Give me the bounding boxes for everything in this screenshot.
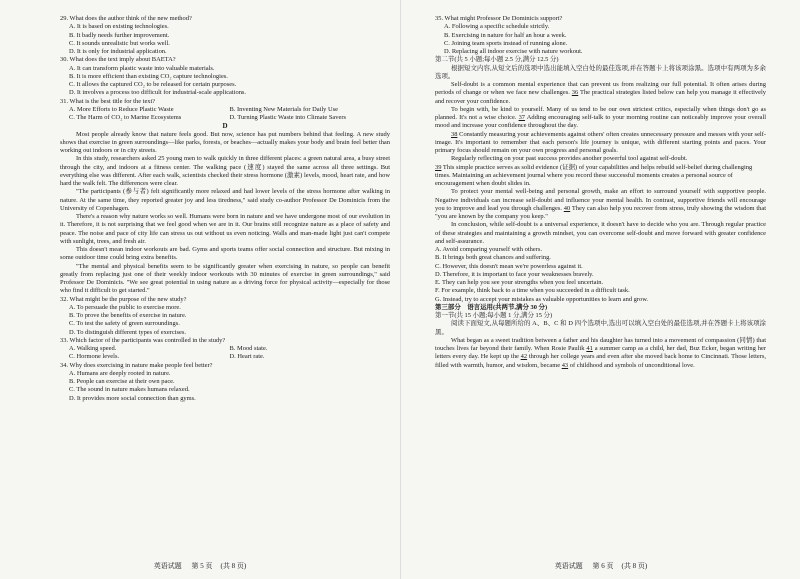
q32-option-b: B. To prove the benefits of exercise in nature. [69, 312, 187, 319]
q31-option-a: A. More Efforts to Reduce Plastic Waste [69, 105, 174, 113]
footer-page-total: (共 8 页) [220, 562, 247, 570]
q34-option-a: A. Humans are deeply rooted in nature. [69, 369, 171, 377]
q32-option-a: A. To persuade the public to exercise more. [69, 303, 181, 311]
q33-option-d: D. Heart rate. [229, 353, 265, 361]
q35-option-d: D. Replacing all indoor exercise with nature workout. [444, 48, 583, 55]
seven-choice-paragraph-1: Self-doubt is a common mental experience that can prevent us from realizing our full potential. It often arises during periods of change or when we face new challenges. 36 The practical strategies listed below can help you manage it effectively and recover your confidence. [435, 81, 766, 105]
choice-b: B. It brings both great chances and suffering. [435, 254, 551, 262]
choice-f: F. For example, think back to a time when you succeeded in a difficult task. [435, 287, 630, 295]
question-34: 34. Why does exercising in nature make people feel better? [60, 361, 213, 369]
question-29: 29. What does the author think of the new method? [60, 15, 192, 22]
exam-page-6 [400, 0, 800, 579]
seven-choice-paragraph-2: To begin with, be kind to yourself. Many of us tend to be our own strictest critics, especially when things don't go as planned. It's not a wise choice. 37 Adding encouraging self-talk to your morning routine can noticeably improve your overall mood and increase your confidence throughout the day. [435, 105, 766, 130]
q34-option-b: B. People can exercise at their own pace. [69, 378, 175, 385]
seven-choice-paragraph-6: In conclusion, while self-doubt is a universal experience, it doesn't have to decide who you are. Through regular practice of these strategies and maintaining a growth mindset, you can overcome self-doubt and move forward with greater confidence and self-assurance. [435, 221, 766, 245]
section-d-heading: D [222, 122, 228, 131]
q29-option-d: D. It is only for industrial application. [69, 48, 167, 55]
q29-option-a: A. It is based on existing technologies. [69, 23, 169, 31]
q35-option-b: B. Exercising in nature for half an hour a week. [444, 31, 567, 39]
q31-option-c: C. The Harm of CO₂ to Marine Ecosystems [69, 114, 182, 121]
footer-subject: 英语试题 [153, 562, 182, 570]
question-30: 30. What does the text imply about BAETA? [60, 56, 176, 64]
part-3-title: 第三部分 语言运用(共两节,满分 30 分) [435, 303, 548, 311]
seven-choice-paragraph-4: Regularly reflecting on your past success provides another powerful tool against self-doubt. [451, 155, 688, 163]
cloze-paragraph-1: What began as a sweet tradition between a father and his daughter has turned into a movement of compassion (同情) that touches lives far beyond their family. When Rosie Paulik 41 a summer camp as a child, her dad, Buz Ecker, began writing her letters every day. He kept up the 42 through her college years and even after she moved back home to Cincinnati. Those letters, filled with warmth, humor, and wisdom, became 43 of childhood and symbols of unconditional love. [435, 336, 766, 369]
q30-option-a: A. It can transform plastic waste into valuable materials. [69, 64, 215, 72]
blank-36[interactable]: 36 [571, 89, 579, 97]
q30-option-c: C. It allows the captured CO₂ to be released for certain purposes. [69, 81, 237, 88]
choice-d: D. Therefore, it is important to face your weaknesses bravely. [435, 270, 594, 278]
q33-options-row-2 [60, 353, 390, 361]
blank-39[interactable]: 39 [435, 163, 442, 171]
passage-d-paragraph-4: There's a reason why nature works so well. Humans were born in nature and we have undergone most of our evolution in it. Therefore, it is not surprising that we feel good when we are in it. Our brains still recognize nature as a place of safety and peace. The noise and pace of city life can stress us out without us even noticing. Walls and man-made light just can't compete with sunlight, trees, and fresh air. [60, 213, 390, 245]
choice-g: G. Instead, try to accept your mistakes as valuable opportunities to learn and grow. [435, 295, 649, 303]
question-35: 35. What might Professor De Dominicis support? [435, 15, 563, 22]
choice-c: C. However, this doesn't mean we're powerless against it. [435, 262, 583, 270]
seven-choice-paragraph-4-cont: 39 This simple practice serves as solid evidence (证据) of your capabilities and helps rebuild self-belief during challenging times. Maintaining an achievement journal where you record these successful moments creates a personal source of encouragement when doubt slides in. [435, 163, 753, 187]
section-2-instructions: 根据短文内容,从短文后的选项中选出能填入空白处的最佳选项,并在答题卡上将该项涂黑。选项中有两项为多余选项。 [435, 64, 766, 80]
blank-43[interactable]: 43 [561, 361, 569, 369]
question-33: 33. Which factor of the participants was controlled in the study? [60, 336, 226, 344]
q31-option-d: D. Turning Plastic Waste into Climate Savers [229, 114, 346, 121]
passage-d-paragraph-2: In this study, researchers asked 25 young men to walk quickly in three different places: a green natural area, a busy street through the city, and indoors at a fitness center. The walking pace (速度) stayed the same across all three settings. But everything else was different. After each walk, scientists checked their stress hormone (激素) levels, mood, heart rate, and how hard the walk felt. The differences were clear. [60, 155, 390, 187]
passage-d-paragraph-1: Most people already know that nature feels good. But now, science has put numbers behind that feeling. A new study shows that exercise in green surroundings—like parks, forests, or beaches—actually makes your body and brain feel better than working out indoors or in city streets. [60, 130, 390, 154]
q35-option-a: A. Following a specific schedule strictly. [444, 23, 550, 31]
q32-option-c: C. To test the safety of green surroundings. [69, 320, 180, 328]
part-3-subtitle: 第一节(共 15 小题;每小题 1 分,满分 15 分) [435, 312, 553, 319]
blank-38[interactable]: 38 [451, 130, 458, 138]
passage-d-paragraph-6: "The mental and physical benefits seem to be significantly greater when exercising in nature, so people can benefit greatly from replacing just one of their weekly indoor workouts with 30 minutes of exercise in green surroundings," said Professor De Dominicis. "We see great potential in using nature as a driving force for physical activity—especially for those who find it difficult to get started." [60, 262, 390, 295]
q33-option-b: B. Mood state. [229, 345, 268, 352]
q29-option-c: C. It sounds unrealistic but works well. [69, 39, 170, 47]
blank-40[interactable]: 40 [563, 204, 571, 212]
footer-page-number: 第 6 页 [592, 562, 614, 570]
q31-options-row-1 [60, 106, 390, 114]
section-2-title: 第二节(共 5 小题;每小题 2.5 分,满分 12.5 分) [435, 56, 559, 64]
q34-option-d: D. It provides more social connection than gyms. [69, 394, 196, 402]
page-5-footer [0, 561, 400, 571]
q33-option-c: C. Hormone levels. [69, 353, 120, 361]
question-31: 31. What is the best title for the text? [60, 97, 156, 105]
q35-option-c: C. Joining team sports instead of running alone. [444, 39, 568, 47]
q33-options-row-1 [60, 345, 390, 353]
page-6-footer [401, 561, 800, 571]
q31-options-row-2 [60, 114, 390, 122]
footer-page-number: 第 5 页 [191, 562, 213, 570]
choice-a: A. Avoid comparing yourself with others. [435, 246, 542, 253]
q34-option-c: C. The sound in nature makes humans relaxed. [69, 386, 190, 394]
q30-option-d: D. It involves a process too difficult for industrial-scale applications. [69, 89, 247, 97]
passage-d-paragraph-3: "The participants (参与者) felt significantly more relaxed and had lower levels of the stress hormone after walking in nature. At the same time, they reported greater joy and less tiredness," said study co-author Professor De Dominicis from the University of Copenhagen. [60, 188, 390, 212]
q33-option-a: A. Walking speed. [69, 345, 117, 352]
question-32: 32. What might be the purpose of the new study? [60, 295, 187, 303]
footer-subject: 英语试题 [554, 562, 583, 570]
blank-41[interactable]: 41 [586, 345, 593, 352]
q32-option-d: D. To distinguish different types of exercises. [69, 328, 186, 336]
q29-option-b: B. It badly needs further improvement. [69, 31, 170, 39]
page-5-content [60, 15, 390, 403]
page-6-content [435, 15, 766, 370]
part-3-instructions: 阅读下面短文,从每题所给的 A、B、C 和 D 四个选项中,选出可以填入空白处的最佳选项,并在答题卡上将该项涂黑。 [435, 320, 766, 336]
blank-42[interactable]: 42 [520, 353, 528, 361]
blank-37[interactable]: 37 [518, 114, 526, 121]
q31-option-b: B. Inventing New Materials for Daily Use [229, 105, 339, 113]
passage-d-paragraph-5: This doesn't mean indoor workouts are bad. Gyms and sports teams offer social connection and structure. But mixing in some outdoor time could bring extra benefits. [60, 246, 390, 262]
seven-choice-paragraph-5: To protect your mental well-being and personal growth, make an effort to surround yourself with supportive people. Negative individuals can increase self-doubt and influence your mental health. In contrast, supportive friends will encourage you to improve and lead you through challenges. 40 They can also help you recover from stress, truly showing the wisdom that "you are known by the company you keep." [435, 188, 766, 220]
footer-page-total: (共 8 页) [621, 562, 648, 570]
q30-option-b: B. It is more efficient than existing CO₂ capture technologies. [69, 72, 228, 80]
seven-choice-paragraph-3: 38 Constantly measuring your achievements against others' often creates unnecessary pressure and messes with your self-image. It's important to remember that each person's life journey is unique, with different starting points and paces. Your primary focus should remain on your own progress and personal goals. [435, 130, 766, 154]
choice-e: E. They can help you see your strengths when you feel uncertain. [435, 279, 604, 286]
